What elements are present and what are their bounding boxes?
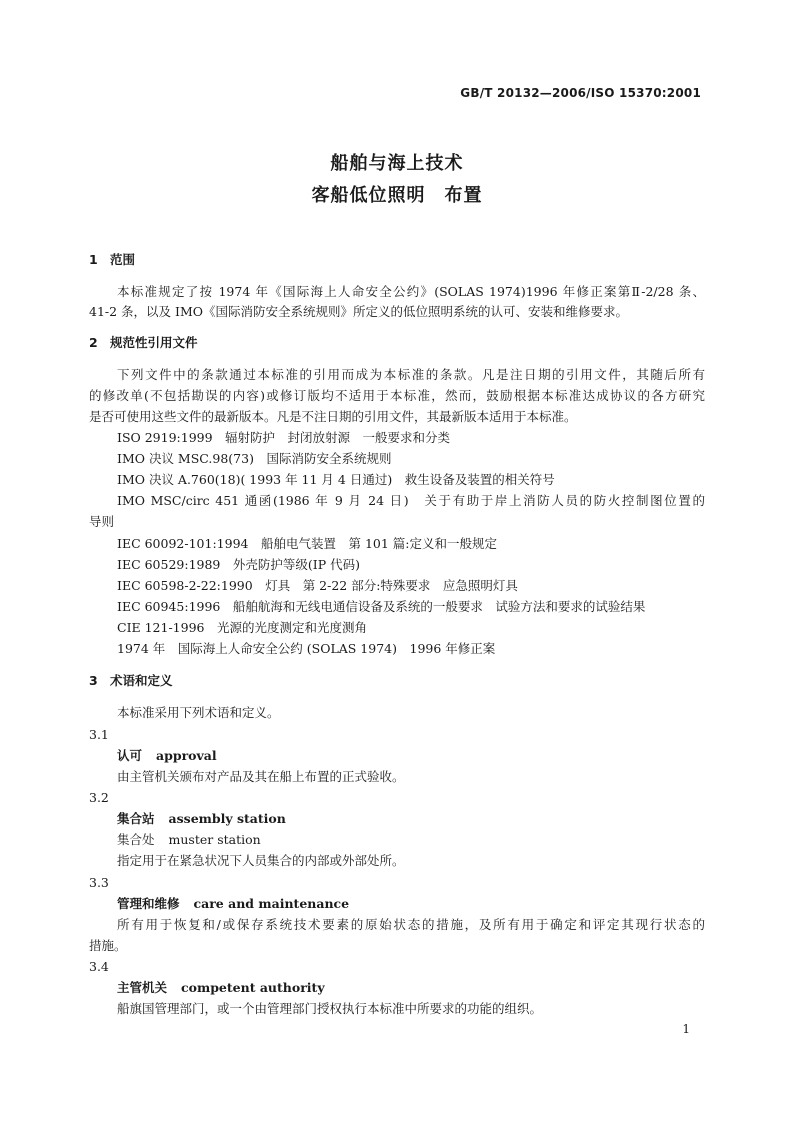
term-english: approval	[156, 748, 217, 763]
term-alt-chinese: 集合处	[117, 832, 155, 847]
reference-item: IMO MSC/circ 451 通函(1986 年 9 月 24 日) 关于有助于岸上消防人员的防火控制图位置的	[117, 493, 705, 508]
section-title: 范围	[110, 252, 136, 267]
term-english: competent authority	[181, 980, 325, 995]
reference-item: IEC 60945:1996 船舶航海和无线电通信设备及系统的一般要求 试验方法和要求的试验结果	[117, 599, 646, 614]
paragraph-line: 本标准规定了按 1974 年《国际海上人命安全公约》(SOLAS 1974)1996 年修正案第Ⅱ-2/28 条、	[117, 284, 705, 299]
paragraph-line: 本标准采用下列术语和定义。	[117, 705, 280, 720]
term-definition-continuation: 措施。	[89, 938, 127, 953]
term-heading	[117, 747, 217, 765]
term-chinese: 管理和维修	[117, 896, 180, 911]
page-number: 1	[682, 1022, 690, 1036]
term-heading	[117, 895, 349, 913]
reference-item: CIE 121-1996 光源的光度测定和光度测角	[117, 620, 367, 635]
section-title: 规范性引用文件	[110, 335, 198, 350]
reference-item: ISO 2919:1999 辐射防护 封闭放射源 一般要求和分类	[117, 430, 451, 445]
paragraph-line: 41-2 条，以及 IMO《国际消防安全系统规则》所定义的低位照明系统的认可、安装和维修要求。	[89, 304, 629, 319]
reference-item-continuation: 导则	[89, 514, 115, 529]
term-number: 3.2	[89, 790, 109, 805]
term-definition: 指定用于在紧急状况下人员集合的内部或外部处所。	[117, 853, 405, 868]
section-number: 1	[89, 252, 98, 267]
term-english: assembly station	[168, 811, 286, 826]
term-heading	[117, 979, 325, 997]
term-number: 3.4	[89, 959, 109, 974]
term-heading	[117, 810, 286, 828]
title-line-1: 船舶与海上技术	[330, 153, 464, 174]
term-chinese: 集合站	[117, 811, 155, 826]
section-1-heading	[89, 251, 135, 269]
section-2-heading	[89, 334, 198, 352]
section-number: 2	[89, 335, 98, 350]
term-definition: 所有用于恢复和/或保存系统技术要素的原始状态的措施，及所有用于确定和评定其现行状态的	[117, 917, 705, 932]
term-number: 3.1	[89, 727, 109, 742]
section-title: 术语和定义	[110, 673, 173, 688]
paragraph-line: 的修改单(不包括勘误的内容)或修订版均不适用于本标准，然而，鼓励根据本标准达成协议的各方研究	[89, 388, 705, 403]
document-code: GB/T 20132—2006/ISO 15370:2001	[460, 86, 701, 100]
section-3-heading	[89, 672, 173, 690]
term-definition: 由主管机关颁布对产品及其在船上布置的正式验收。	[117, 769, 405, 784]
term-definition: 船旗国管理部门，或一个由管理部门授权执行本标准中所要求的功能的组织。	[117, 1001, 543, 1016]
section-number: 3	[89, 673, 98, 688]
reference-item: IMO 决议 A.760(18)( 1993 年 11 月 4 日通过) 救生设备及装置的相关符号	[117, 472, 555, 487]
term-english: care and maintenance	[193, 896, 350, 911]
reference-item: IEC 60092-101:1994 船舶电气装置 第 101 篇:定义和一般规定	[117, 536, 497, 551]
title-line-2: 客船低位照明 布置	[311, 185, 483, 206]
reference-item: IEC 60598-2-22:1990 灯具 第 2-22 部分:特殊要求 应急照明灯具	[117, 578, 518, 593]
term-alt-english: muster station	[168, 832, 261, 847]
term-alternative	[117, 831, 261, 849]
paragraph-line: 下列文件中的条款通过本标准的引用而成为本标准的条款。凡是注日期的引用文件，其随后所有	[117, 367, 705, 382]
reference-item: IMO 决议 MSC.98(73) 国际消防安全系统规则	[117, 451, 392, 466]
reference-item: IEC 60529:1989 外壳防护等级(IP 代码)	[117, 557, 360, 572]
term-chinese: 主管机关	[117, 980, 168, 995]
term-chinese: 认可	[117, 748, 143, 763]
term-number: 3.3	[89, 875, 109, 890]
paragraph-line: 是否可使用这些文件的最新版本。凡是不注日期的引用文件，其最新版本适用于本标准。	[89, 409, 577, 424]
reference-item: 1974 年 国际海上人命安全公约 (SOLAS 1974) 1996 年修正案	[117, 641, 496, 656]
